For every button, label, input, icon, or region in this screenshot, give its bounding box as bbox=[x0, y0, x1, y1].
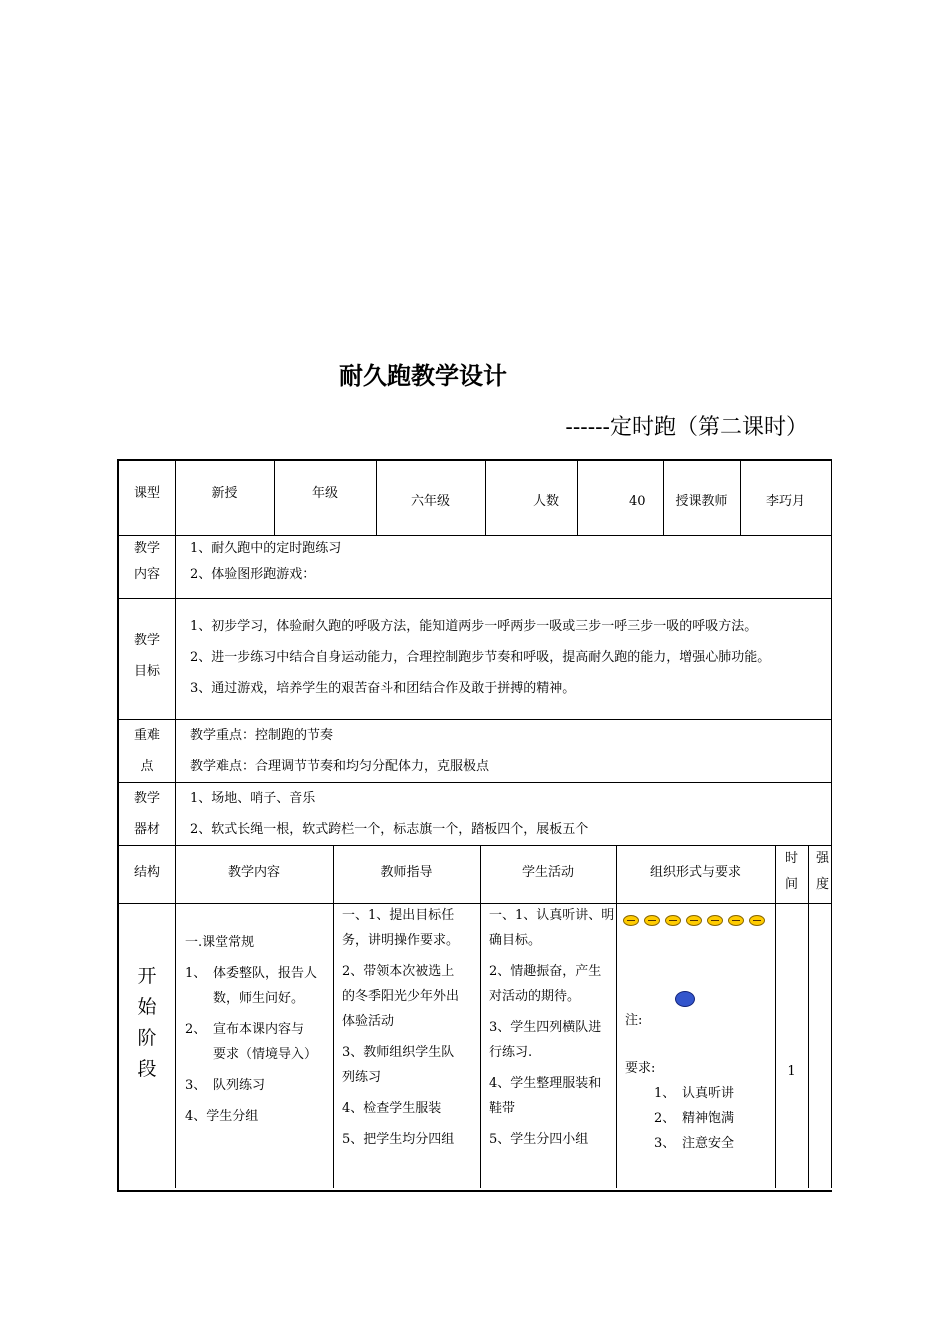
document-subtitle: ------定时跑（第二课时） bbox=[565, 415, 808, 440]
org-note: 注: bbox=[625, 1013, 643, 1028]
course-type-value: 新授 bbox=[211, 486, 238, 501]
content-item: 队列练习 bbox=[213, 1078, 266, 1093]
smiley-icon bbox=[728, 915, 744, 926]
content-item: 宣布本课内容与 bbox=[213, 1022, 305, 1037]
student-line: 3、学生四列横队进 bbox=[489, 1020, 602, 1035]
smiley-icon bbox=[749, 915, 765, 926]
org-req-num: 2、 bbox=[654, 1111, 676, 1126]
content-label: 教学 内容 bbox=[133, 541, 160, 582]
content-item: 体委整队，报告人 bbox=[213, 966, 318, 981]
org-diagram-blank bbox=[617, 931, 775, 996]
teacher-line: 2、带领本次被选上 bbox=[342, 964, 455, 979]
smiley-icon bbox=[623, 915, 639, 926]
header-content: 教学内容 bbox=[227, 865, 280, 880]
smiley-icon bbox=[644, 915, 660, 926]
content-item: 一.课堂常规 bbox=[185, 935, 255, 950]
content-item-cont: 数，师生问好。 bbox=[213, 991, 305, 1006]
equipment-lines: 1、场地、哨子、音乐 2、软式长绳一根，软式跨栏一个，标志旗一个，踏板四个，展板五个 bbox=[190, 791, 589, 837]
student-line: 4、学生整理服装和 bbox=[489, 1076, 602, 1091]
teacher-line: 5、把学生均分四组 bbox=[342, 1132, 455, 1147]
smiley-icon bbox=[686, 915, 702, 926]
content-item-num: 2、 bbox=[185, 1022, 207, 1037]
teacher-line: 3、教师组织学生队 bbox=[342, 1045, 455, 1060]
teacher-label: 授课教师 bbox=[675, 494, 728, 509]
student-count-value: 40 bbox=[629, 494, 646, 509]
content-item-num: 1、 bbox=[185, 966, 207, 981]
org-req: 精神饱满 bbox=[682, 1111, 735, 1126]
teacher-line: 一、1、提出目标任 bbox=[342, 908, 455, 923]
org-req-num: 3、 bbox=[654, 1136, 676, 1151]
content-lines: 1、耐久跑中的定时跑练习 2、体验图形跑游戏： bbox=[190, 541, 342, 582]
student-formation bbox=[623, 915, 765, 926]
header-teacher: 教师指导 bbox=[380, 865, 433, 880]
smiley-icon bbox=[707, 915, 723, 926]
stage-name: 开 始 阶 段 bbox=[137, 965, 157, 1080]
content-item-num: 3、 bbox=[185, 1078, 207, 1093]
org-req: 注意安全 bbox=[682, 1136, 735, 1151]
content-item: 4、学生分组 bbox=[185, 1109, 259, 1124]
student-count-label: 人数 bbox=[533, 494, 560, 509]
student-line: 5、学生分四小组 bbox=[489, 1132, 589, 1147]
header-structure: 结构 bbox=[133, 865, 160, 880]
goals-label: 教学 目标 bbox=[133, 633, 160, 679]
teacher-line: 列练习 bbox=[342, 1070, 382, 1085]
header-student: 学生活动 bbox=[521, 865, 574, 880]
student-line: 鞋带 bbox=[489, 1101, 516, 1116]
goals-lines: 1、初步学习，体验耐久跑的呼吸方法，能知道两步一呼两步一吸或三步一呼三步一吸的呼吸方法。 2、进一步练习中结合自身运动能力，合理控制跑步节奏和呼吸，提高耐久跑的能力，增强心肺功能。 3、通过游戏，培养学生的艰苦奋斗和团结合作及敢于拼搏的精神。 bbox=[190, 619, 771, 696]
lesson-plan-table bbox=[117, 459, 832, 1192]
student-line: 一、1、认真听讲、明 bbox=[489, 908, 615, 923]
header-intensity: 强 度 bbox=[816, 851, 830, 892]
student-line: 确目标。 bbox=[489, 933, 542, 948]
teacher-line: 4、检查学生服装 bbox=[342, 1101, 442, 1116]
teacher-line: 务，讲明操作要求。 bbox=[342, 933, 460, 948]
org-requirements-label: 要求: bbox=[625, 1061, 656, 1076]
course-type-label: 课型 bbox=[133, 486, 160, 501]
header-time: 时 间 bbox=[784, 851, 798, 892]
key-points-lines: 教学重点：控制跑的节奏 教学难点：合理调节节奏和均匀分配体力，克服极点 bbox=[190, 728, 490, 774]
key-points-label: 重难 点 bbox=[133, 728, 160, 774]
teacher-value: 李巧月 bbox=[765, 494, 805, 509]
student-line: 2、情趣振奋，产生 bbox=[489, 964, 602, 979]
equipment-label: 教学 器材 bbox=[133, 791, 160, 837]
teacher-line: 的冬季阳光少年外出 bbox=[342, 989, 460, 1004]
content-item-cont: 要求（情境导入） bbox=[213, 1047, 318, 1062]
teacher-smiley-icon bbox=[675, 991, 695, 1007]
org-req-num: 1、 bbox=[654, 1086, 676, 1101]
smiley-icon bbox=[665, 915, 681, 926]
header-org: 组织形式与要求 bbox=[649, 865, 741, 880]
student-line: 对活动的期待。 bbox=[489, 989, 581, 1004]
document-title: 耐久跑教学设计 bbox=[339, 361, 507, 390]
grade-value: 六年级 bbox=[410, 494, 450, 509]
grade-label: 年级 bbox=[311, 486, 338, 501]
org-req: 认真听讲 bbox=[682, 1086, 735, 1101]
student-line: 行练习. bbox=[489, 1045, 533, 1060]
stage-time: 1 bbox=[787, 1064, 796, 1079]
teacher-line: 体验活动 bbox=[342, 1014, 395, 1029]
